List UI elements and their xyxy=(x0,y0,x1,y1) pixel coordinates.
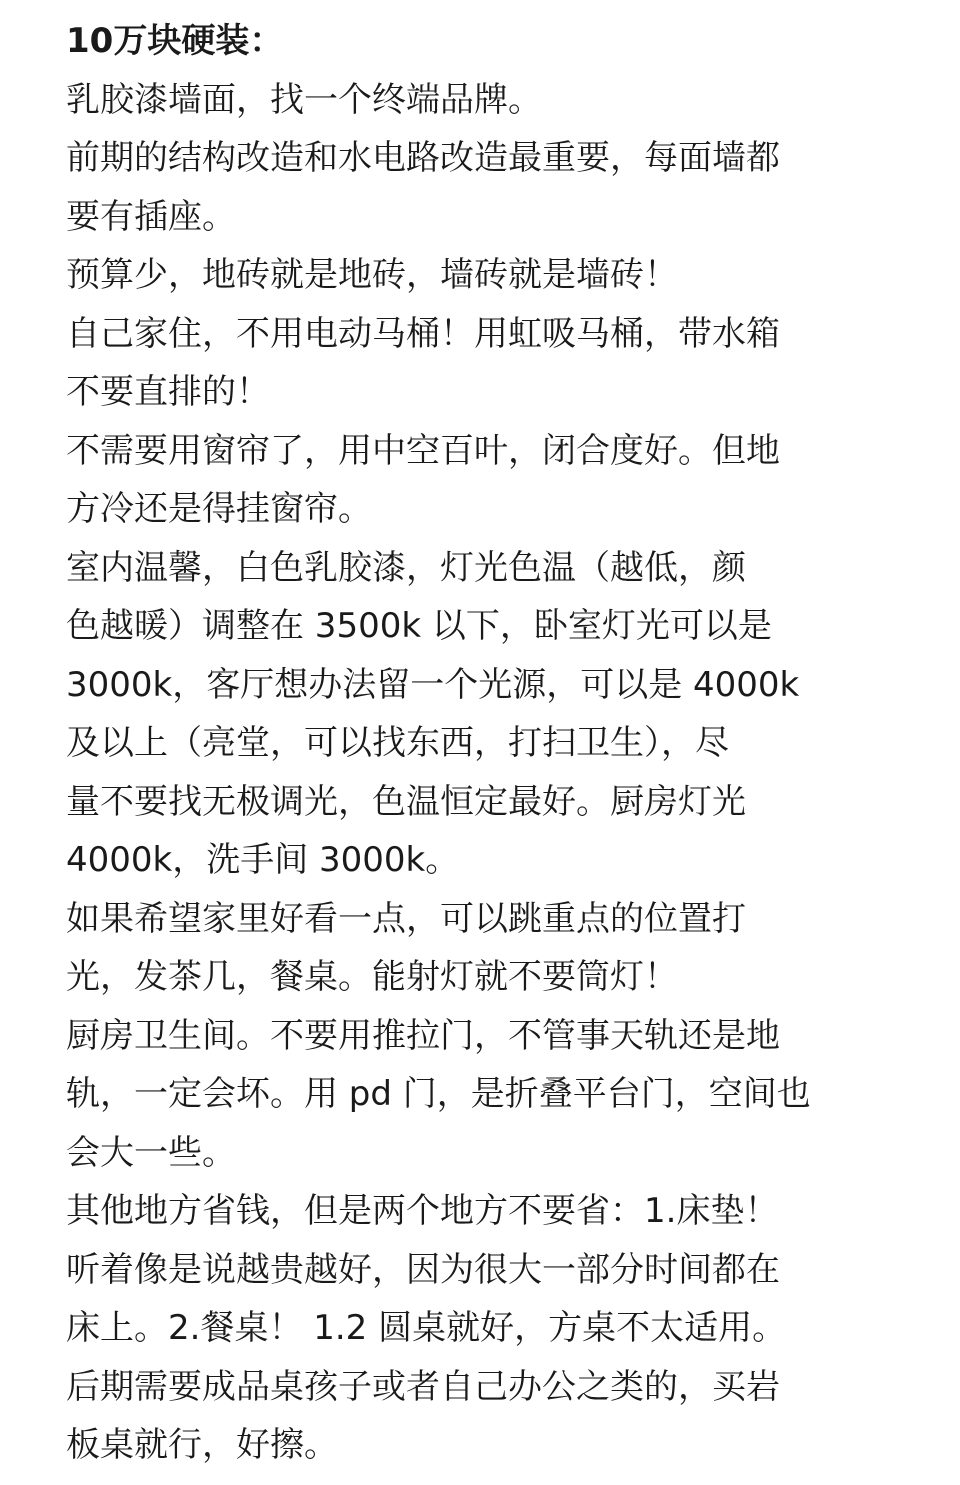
text-line: 板桌就行，好擦。 xyxy=(66,1425,338,1465)
text-line: 自己家住，不用电动马桶！用虹吸马桶，带水箱 xyxy=(66,313,780,354)
text-line: 光，发茶几，餐桌。能射灯就不要筒灯！ xyxy=(66,957,678,997)
text-line: 会大一些。 xyxy=(66,1132,236,1173)
text-line: 不要直排的！ xyxy=(66,372,270,412)
text-line: 轨，一定会坏。用 pd 门，是折叠平台门，空间也 xyxy=(66,1074,811,1114)
text-line: 如果希望家里好看一点，可以跳重点的位置打 xyxy=(66,898,746,939)
text-line: 厨房卫生间。不要用推拉门，不管事天轨还是地 xyxy=(66,1015,780,1056)
text-line: 要有插座。 xyxy=(66,196,236,237)
text-line: 其他地方省钱，但是两个地方不要省：1.床垫！ xyxy=(66,1191,779,1231)
text-line: 色越暖）调整在 3500k 以下，卧室灯光可以是 xyxy=(66,606,772,646)
text-line: 前期的结构改造和水电路改造最重要，每面墙都 xyxy=(66,138,780,178)
text-line: 4000k，洗手间 3000k。 xyxy=(66,840,460,880)
text-line: 室内温馨，白色乳胶漆，灯光色温（越低，颜 xyxy=(66,547,746,588)
note-title: 10万块硬装： xyxy=(66,21,284,61)
text-line: 方冷还是得挂窗帘。 xyxy=(66,489,372,529)
text-line: 乳胶漆墙面，找一个终端品牌。 xyxy=(66,79,542,120)
text-line: 及以上（亮堂，可以找东西，打扫卫生），尽 xyxy=(66,723,729,763)
text-line: 量不要找无极调光，色温恒定最好。厨房灯光 xyxy=(66,781,746,822)
text-line: 后期需要成品桌孩子或者自己办公之类的，买岩 xyxy=(66,1366,780,1407)
text-line: 预算少，地砖就是地砖，墙砖就是墙砖！ xyxy=(66,255,678,295)
text-line: 3000k，客厅想办法留一个光源，可以是 4000k xyxy=(66,664,800,705)
text-line: 床上。2.餐桌！ 1.2 圆桌就好，方桌不太适用。 xyxy=(66,1308,787,1348)
text-line: 听着像是说越贵越好，因为很大一部分时间都在 xyxy=(66,1249,780,1290)
note-document xyxy=(66,12,926,1475)
text-line: 不需要用窗帘了，用中空百叶，闭合度好。但地 xyxy=(66,430,780,471)
